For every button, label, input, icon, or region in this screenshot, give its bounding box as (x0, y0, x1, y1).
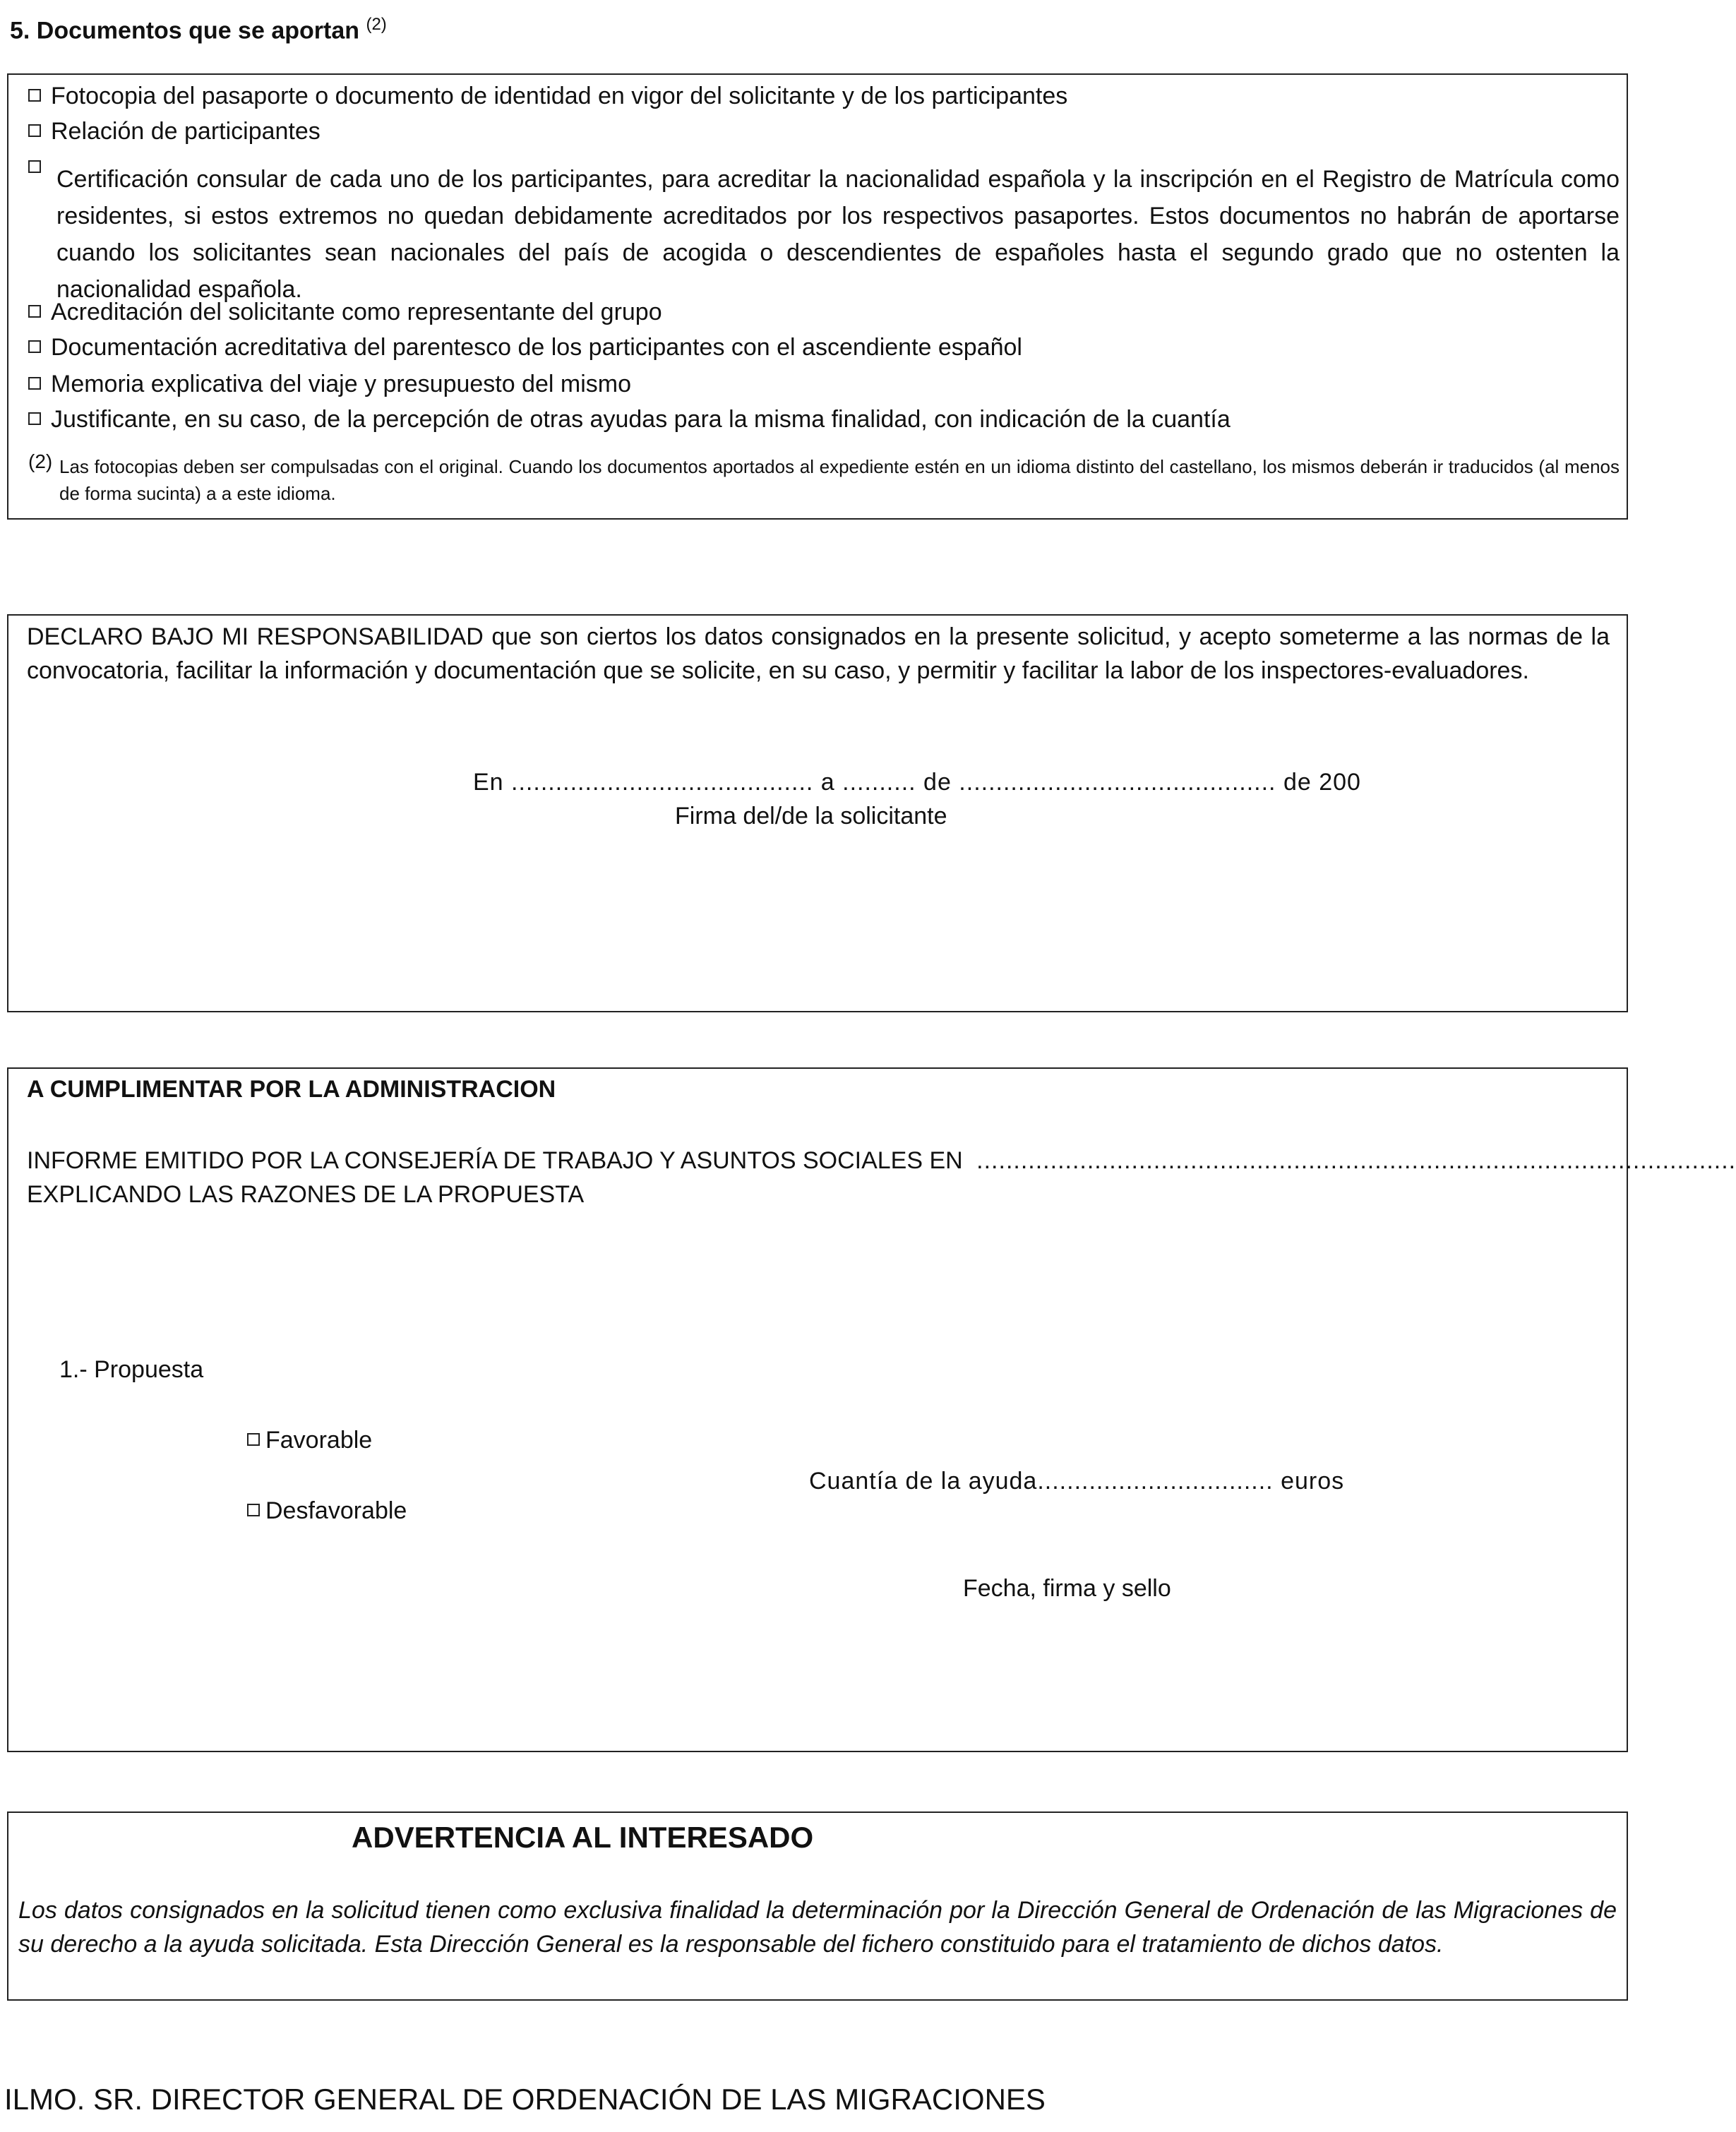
doc-item-2 (28, 114, 321, 148)
doc-item-3 (28, 148, 1620, 308)
warning-text: Los datos consignados en la solicitud tienen como exclusiva finalidad la determinación por la Dirección General de Ordenación de las Migraciones de su derecho a la ayuda solicitada. Esta Dirección General es la responsable del fichero constituido para el tratamiento de dichos datos. (18, 1897, 1617, 1958)
doc-checkbox-6[interactable] (28, 377, 41, 390)
doc-item-5-label: Documentación acreditativa del parentesco de los participantes con el ascendiente español (51, 334, 1022, 361)
admin-signature-label: Fecha, firma y sello (963, 1575, 1171, 1602)
doc-item-6-label: Memoria explicativa del viaje y presupuesto del mismo (51, 371, 632, 397)
admin-report-line1 (27, 1144, 1736, 1178)
doc-checkbox-2[interactable] (28, 124, 41, 137)
admin-report-line2: EXPLICANDO LAS RAZONES DE LA PROPUESTA (27, 1181, 585, 1208)
doc-item-7-label: Justificante, en su caso, de la percepción de otras ayudas para la misma finalidad, con indicación de la cuantía (51, 406, 1231, 433)
warning-title: ADVERTENCIA AL INTERESADO (352, 1821, 814, 1854)
declaration-place-date[interactable]: En ......................................... a .......... de ........................................... de 200 (473, 769, 1361, 796)
doc-item-6 (28, 367, 631, 401)
admin-box (7, 1067, 1736, 1752)
section5-heading-text: 5. Documentos que se aportan (10, 17, 359, 44)
doc-item-7 (28, 402, 1231, 436)
doc-checkbox-1[interactable] (28, 89, 41, 102)
section5-heading-sup: (2) (366, 15, 387, 34)
section5-heading (10, 7, 387, 48)
doc-item-3-label: Certificación consular de cada uno de los participantes, para acreditar la nacionalidad española y la inscripción en el Registro de Matrícula como residentes, si estos extremos no quedan debidamente acreditados por los respectivos pasaportes. Estos documentos no habrán de aportarse cuando los solicitantes sean nacionales del país de acogida o descendientes de españoles hasta el segundo grado que no ostenten la nacionalidad española. (56, 166, 1620, 304)
doc-item-2-label: Relación de participantes (51, 118, 321, 145)
doc-item-4 (28, 295, 662, 329)
unfavorable-checkbox[interactable] (247, 1504, 260, 1516)
doc-item-4-label: Acreditación del solicitante como representante del grupo (51, 299, 662, 325)
favorable-label: Favorable (265, 1427, 373, 1454)
declaration-text: DECLARO BAJO MI RESPONSABILIDAD que son ciertos los datos consignados en la presente solicitud, y acepto someterme a las normas de la convocatoria, facilitar la información y documentación que se solicite, en su caso, y permitir y facilitar la labor de los inspectores-evaluadores. (27, 623, 1610, 684)
doc-checkbox-5[interactable] (28, 340, 41, 353)
favorable-checkbox[interactable] (247, 1433, 260, 1446)
admin-amount-field[interactable]: Cuantía de la ayuda................................ euros (809, 1468, 1345, 1495)
doc-item-5 (28, 330, 1022, 364)
documents-box (7, 73, 1628, 520)
footnote (28, 450, 1620, 507)
declaration-signature-label: Firma del/de la solicitante (675, 803, 947, 830)
admin-unfavorable (247, 1494, 407, 1528)
doc-item-1-label: Fotocopia del pasaporte o documento de identidad en vigor del solicitante y de los participantes (51, 83, 1068, 109)
unfavorable-label: Desfavorable (265, 1497, 407, 1524)
admin-title: A CUMPLIMENTAR POR LA ADMINISTRACION (27, 1076, 556, 1103)
admin-favorable (247, 1423, 372, 1457)
admin-proposal-label: 1.- Propuesta (59, 1356, 204, 1383)
declaration-box (7, 614, 1628, 1012)
addressee: ILMO. SR. DIRECTOR GENERAL DE ORDENACIÓN DE LAS MIGRACIONES (4, 2083, 1046, 2116)
footnote-text: Las fotocopias deben ser compulsadas con el original. Cuando los documentos aportados al expediente estén en un idioma distinto del castellano, los mismos deberán ir traducidos (al menos de forma sucinta) a a este idioma. (59, 456, 1620, 504)
warning-box (7, 1811, 1628, 2001)
admin-report-location-field[interactable]: ....................................................................................................... (976, 1147, 1736, 1174)
admin-report-label: INFORME EMITIDO POR LA CONSEJERÍA DE TRABAJO Y ASUNTOS SOCIALES EN (27, 1147, 963, 1174)
doc-item-1 (28, 79, 1067, 113)
doc-checkbox-4[interactable] (28, 305, 41, 318)
doc-checkbox-3[interactable] (28, 160, 41, 173)
doc-checkbox-7[interactable] (28, 412, 41, 425)
footnote-mark: (2) (28, 450, 53, 472)
